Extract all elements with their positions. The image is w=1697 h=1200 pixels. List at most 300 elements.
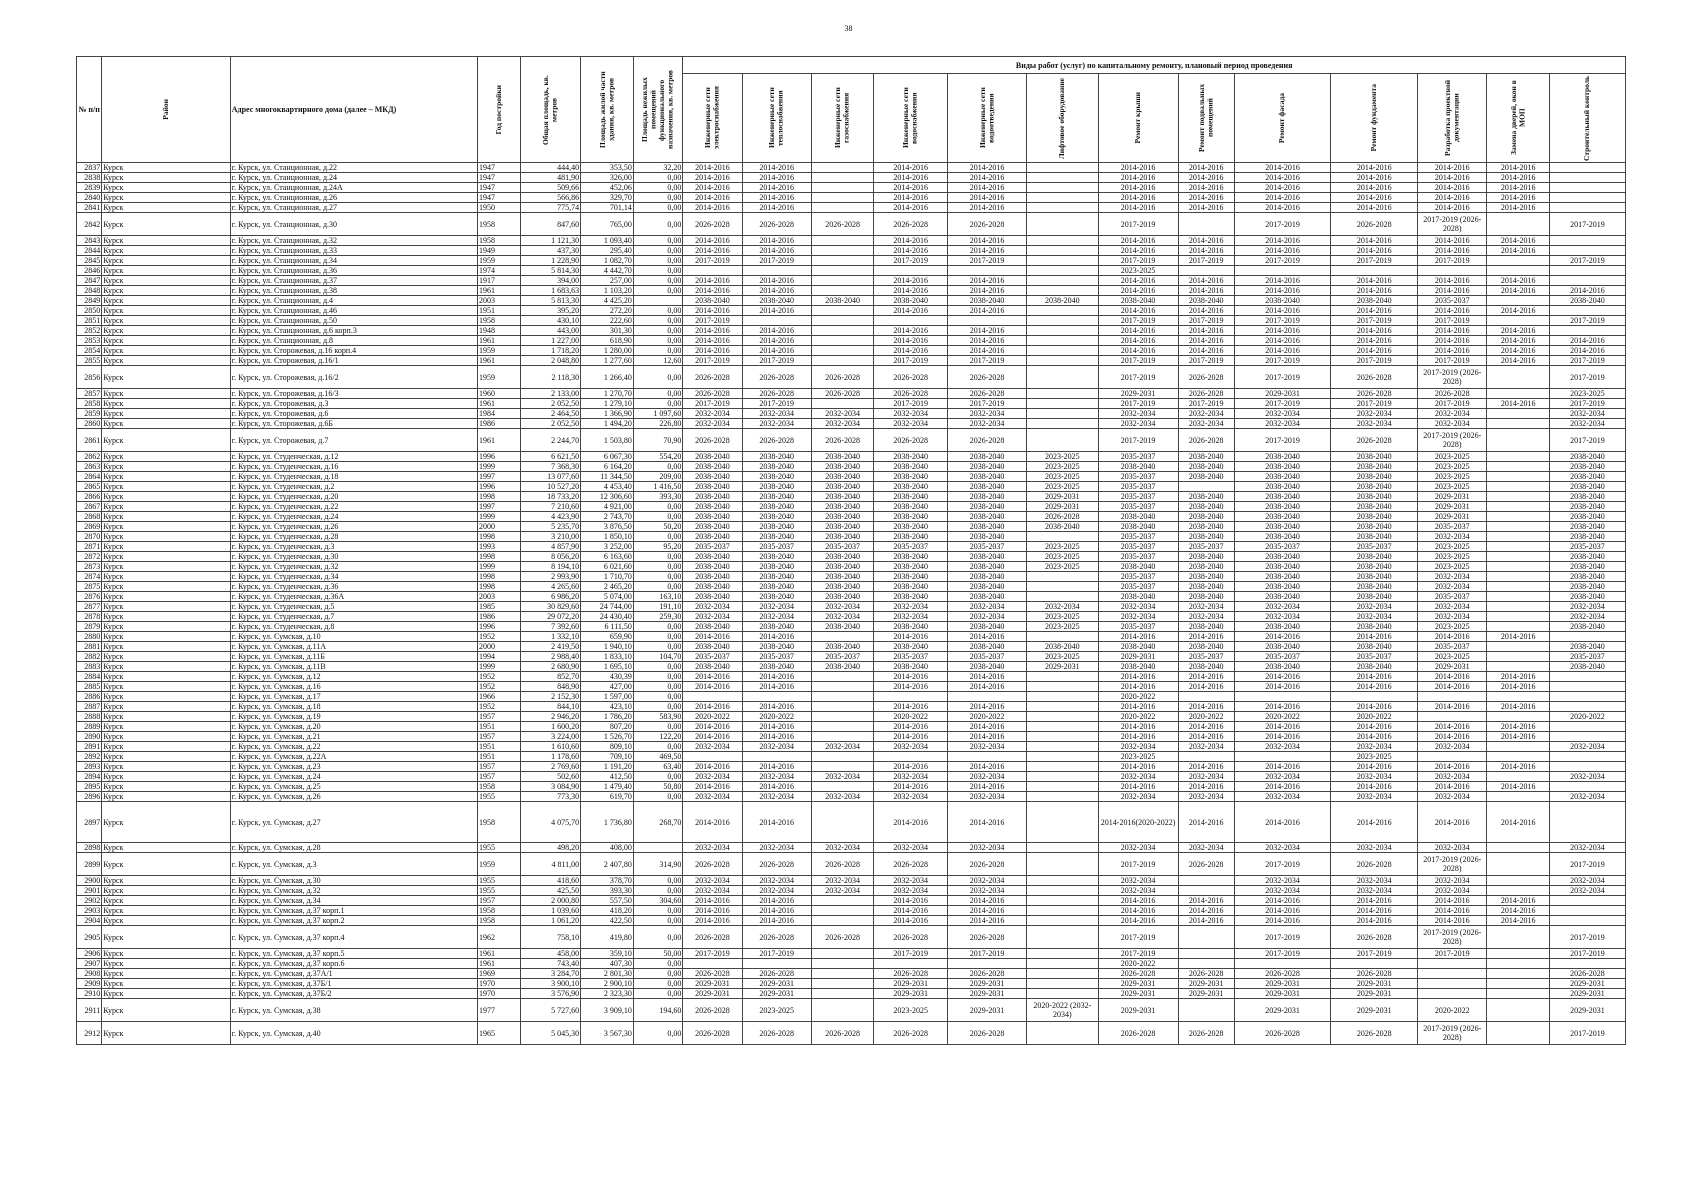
row-work-cell: 2032-2034 xyxy=(1178,792,1234,802)
row-work-cell: 2026-2028 xyxy=(1178,366,1234,389)
row-nonres-area: 0,00 xyxy=(633,632,682,642)
row-work-cell: 2014-2016 xyxy=(1234,762,1331,772)
row-total-area: 6 621,50 xyxy=(520,452,580,462)
row-work-cell xyxy=(1487,316,1550,326)
row-district: Курск xyxy=(102,276,231,286)
row-work-cell: 2020-2022 xyxy=(874,712,948,722)
row-work-cell: 2014-2016 xyxy=(742,326,811,336)
row-nonres-area: 0,00 xyxy=(633,672,682,682)
row-district: Курск xyxy=(102,572,231,582)
row-total-area: 502,60 xyxy=(520,772,580,782)
row-work-cell xyxy=(1487,926,1550,949)
row-total-area: 758,10 xyxy=(520,926,580,949)
row-work-cell: 2014-2016 xyxy=(683,286,742,296)
row-work-cell: 2014-2016 xyxy=(1487,916,1550,926)
row-number: 2852 xyxy=(77,326,102,336)
row-work-cell: 2014-2016 xyxy=(1549,286,1625,296)
row-work-cell xyxy=(1027,742,1098,752)
row-work-cell: 2017-2019 xyxy=(1418,256,1487,266)
table-row xyxy=(77,203,1626,213)
row-work-cell: 2026-2028 xyxy=(948,429,1027,452)
row-work-cell xyxy=(1487,612,1550,622)
row-address: г. Курск, ул. Сумская, д.37 корп.6 xyxy=(230,959,477,969)
row-district: Курск xyxy=(102,652,231,662)
row-work-cell: 2035-2037 xyxy=(1098,532,1178,542)
row-work-cell: 2032-2034 xyxy=(1549,886,1625,896)
row-work-cell xyxy=(948,266,1027,276)
row-work-cell: 2038-2040 xyxy=(1178,592,1234,602)
row-work-cell: 2026-2028 xyxy=(948,1022,1027,1045)
row-total-area: 5 727,60 xyxy=(520,999,580,1022)
row-district: Курск xyxy=(102,722,231,732)
row-living-area: 4 425,20 xyxy=(581,296,634,306)
table-row xyxy=(77,752,1626,762)
row-work-cell xyxy=(811,326,874,336)
row-work-cell: 2032-2034 xyxy=(811,409,874,419)
row-address: г. Курск, ул. Станционная, д.34 xyxy=(230,256,477,266)
header-work-4: Инженерные сети водоотведения xyxy=(948,74,1027,163)
row-work-cell xyxy=(1549,193,1625,203)
row-work-cell: 2038-2040 xyxy=(683,492,742,502)
row-nonres-area: 0,00 xyxy=(633,772,682,782)
row-work-cell: 2017-2019 xyxy=(1549,926,1625,949)
row-year: 1998 xyxy=(477,582,520,592)
row-work-cell: 2017-2019 xyxy=(1331,316,1418,326)
row-address: г. Курск, ул. Сумская, д.38 xyxy=(230,999,477,1022)
row-work-cell: 2014-2016 xyxy=(1178,246,1234,256)
row-address: г. Курск, ул. Студенческая, д.28 xyxy=(230,532,477,542)
row-address: г. Курск, ул. Студенческая, д.18 xyxy=(230,472,477,482)
row-living-area: 4 453,40 xyxy=(581,482,634,492)
row-work-cell: 2014-2016 xyxy=(874,336,948,346)
row-number: 2893 xyxy=(77,762,102,772)
row-work-cell: 2038-2040 xyxy=(742,622,811,632)
row-work-cell: 2032-2034 xyxy=(683,602,742,612)
row-work-cell xyxy=(1027,989,1098,999)
row-work-cell: 2014-2016 xyxy=(1178,762,1234,772)
row-work-cell xyxy=(1178,876,1234,886)
row-work-cell: 2038-2040 xyxy=(1549,472,1625,482)
table-row xyxy=(77,949,1626,959)
row-work-cell: 2029-2031 xyxy=(1418,662,1487,672)
row-nonres-area: 191,10 xyxy=(633,602,682,612)
row-work-cell xyxy=(811,692,874,702)
row-work-cell xyxy=(1027,712,1098,722)
row-work-cell: 2014-2016 xyxy=(1234,906,1331,916)
row-work-cell xyxy=(1027,843,1098,853)
row-work-cell: 2014-2016 xyxy=(874,326,948,336)
table-row xyxy=(77,409,1626,419)
row-work-cell: 2038-2040 xyxy=(683,562,742,572)
row-work-cell: 2014-2016 xyxy=(1418,682,1487,692)
row-work-cell: 2017-2019 xyxy=(1234,399,1331,409)
row-district: Курск xyxy=(102,702,231,712)
row-work-cell: 2038-2040 xyxy=(811,522,874,532)
row-number: 2854 xyxy=(77,346,102,356)
row-work-cell xyxy=(1549,896,1625,906)
header-nonres-area: Площадь нежилых помещений функционального назначения, кв. метров xyxy=(633,57,682,163)
row-number: 2870 xyxy=(77,532,102,542)
row-work-cell xyxy=(683,692,742,702)
row-nonres-area: 209,00 xyxy=(633,472,682,482)
row-total-area: 2 118,30 xyxy=(520,366,580,389)
row-living-area: 353,50 xyxy=(581,163,634,173)
row-address: г. Курск, ул. Студенческая, д.36 xyxy=(230,582,477,592)
row-living-area: 257,00 xyxy=(581,276,634,286)
row-work-cell xyxy=(811,989,874,999)
row-district: Курск xyxy=(102,512,231,522)
row-total-area: 395,20 xyxy=(520,306,580,316)
row-living-area: 427,00 xyxy=(581,682,634,692)
row-district: Курск xyxy=(102,296,231,306)
row-work-cell: 2014-2016 xyxy=(742,782,811,792)
row-number: 2908 xyxy=(77,969,102,979)
row-work-cell: 2014-2016 xyxy=(874,906,948,916)
row-work-cell xyxy=(1027,906,1098,916)
row-year: 1958 xyxy=(477,213,520,236)
row-living-area: 5 074,00 xyxy=(581,592,634,602)
row-work-cell: 2014-2016 xyxy=(1234,722,1331,732)
row-total-area: 847,60 xyxy=(520,213,580,236)
row-work-cell: 2038-2040 xyxy=(1178,552,1234,562)
row-work-cell: 2014-2016 xyxy=(1234,173,1331,183)
row-work-cell: 2017-2019 xyxy=(1098,949,1178,959)
row-living-area: 1 279,10 xyxy=(581,399,634,409)
row-work-cell xyxy=(811,346,874,356)
row-total-area: 481,90 xyxy=(520,173,580,183)
row-address: г. Курск, ул. Сумская, д.3 xyxy=(230,853,477,876)
row-work-cell: 2038-2040 xyxy=(1027,296,1098,306)
row-work-cell xyxy=(1487,419,1550,429)
row-work-cell: 2014-2016 xyxy=(948,732,1027,742)
row-work-cell: 2014-2016 xyxy=(1487,732,1550,742)
row-number: 2857 xyxy=(77,389,102,399)
row-work-cell: 2032-2034 xyxy=(742,876,811,886)
row-work-cell: 2035-2037 xyxy=(811,542,874,552)
row-work-cell xyxy=(1331,692,1418,702)
row-work-cell: 2032-2034 xyxy=(811,792,874,802)
row-work-cell xyxy=(1027,419,1098,429)
row-living-area: 393,30 xyxy=(581,886,634,896)
row-work-cell: 2014-2016 xyxy=(948,336,1027,346)
row-work-cell xyxy=(1027,582,1098,592)
row-number: 2875 xyxy=(77,582,102,592)
row-work-cell: 2017-2019 xyxy=(1234,926,1331,949)
row-work-cell xyxy=(1234,266,1331,276)
row-address: г. Курск, ул. Сумская, д.22А xyxy=(230,752,477,762)
row-district: Курск xyxy=(102,782,231,792)
row-work-cell: 2026-2028 xyxy=(1234,1022,1331,1045)
row-living-area: 1 270,70 xyxy=(581,389,634,399)
row-work-cell: 2014-2016 xyxy=(683,306,742,316)
row-work-cell: 2038-2040 xyxy=(948,532,1027,542)
row-year: 1951 xyxy=(477,722,520,732)
row-work-cell: 2014-2016 xyxy=(1234,702,1331,712)
row-work-cell: 2026-2028 xyxy=(1234,969,1331,979)
row-nonres-area: 0,00 xyxy=(633,266,682,276)
table-row xyxy=(77,286,1626,296)
row-work-cell xyxy=(1487,542,1550,552)
row-work-cell xyxy=(811,399,874,409)
row-work-cell xyxy=(1549,266,1625,276)
row-work-cell: 2014-2016 xyxy=(1331,762,1418,772)
row-living-area: 2 743,70 xyxy=(581,512,634,522)
row-year: 1947 xyxy=(477,183,520,193)
row-work-cell xyxy=(1487,256,1550,266)
row-address: г. Курск, ул. Сумская, д.16 xyxy=(230,682,477,692)
row-work-cell: 2014-2016 xyxy=(1331,896,1418,906)
row-number: 2900 xyxy=(77,876,102,886)
row-number: 2849 xyxy=(77,296,102,306)
row-number: 2879 xyxy=(77,622,102,632)
row-work-cell: 2014-2016 xyxy=(1098,326,1178,336)
row-work-cell: 2038-2040 xyxy=(1178,452,1234,462)
row-nonres-area: 194,60 xyxy=(633,999,682,1022)
row-living-area: 24 744,00 xyxy=(581,602,634,612)
row-district: Курск xyxy=(102,429,231,452)
row-work-cell: 2014-2016 xyxy=(1098,193,1178,203)
row-work-cell xyxy=(1027,792,1098,802)
row-work-cell xyxy=(1178,926,1234,949)
row-work-cell: 2038-2040 xyxy=(948,562,1027,572)
row-work-cell: 2038-2040 xyxy=(874,532,948,542)
row-number: 2858 xyxy=(77,399,102,409)
row-address: г. Курск, ул. Станционная, д.46 xyxy=(230,306,477,316)
row-year: 1957 xyxy=(477,762,520,772)
row-work-cell: 2029-2031 xyxy=(1549,999,1625,1022)
row-work-cell: 2029-2031 xyxy=(1331,979,1418,989)
row-nonres-area: 0,00 xyxy=(633,213,682,236)
row-work-cell: 2029-2031 xyxy=(1234,389,1331,399)
row-work-cell: 2029-2031 xyxy=(874,979,948,989)
row-work-cell: 2038-2040 xyxy=(1331,512,1418,522)
table-row xyxy=(77,802,1626,843)
row-work-cell: 2014-2016 xyxy=(1331,722,1418,732)
row-work-cell: 2032-2034 xyxy=(874,612,948,622)
row-work-cell: 2017-2019 xyxy=(1178,356,1234,366)
row-work-cell: 2014-2016 xyxy=(1098,306,1178,316)
row-district: Курск xyxy=(102,336,231,346)
row-work-cell: 2014-2016 xyxy=(1549,336,1625,346)
row-work-cell xyxy=(811,356,874,366)
row-work-cell: 2032-2034 xyxy=(1418,772,1487,782)
row-nonres-area: 12,60 xyxy=(633,356,682,366)
row-work-cell: 2017-2019 xyxy=(742,256,811,266)
row-year: 1999 xyxy=(477,562,520,572)
row-work-cell xyxy=(1027,949,1098,959)
row-work-cell: 2014-2016 xyxy=(948,246,1027,256)
row-work-cell: 2029-2031 xyxy=(1098,389,1178,399)
row-work-cell: 2023-2025 xyxy=(1418,542,1487,552)
row-work-cell xyxy=(811,916,874,926)
row-work-cell xyxy=(1418,266,1487,276)
row-address: г. Курск, ул. Сторожевая, д.16/3 xyxy=(230,389,477,399)
row-work-cell: 2038-2040 xyxy=(1027,642,1098,652)
row-number: 2839 xyxy=(77,183,102,193)
row-work-cell: 2026-2028 xyxy=(1331,853,1418,876)
row-work-cell: 2038-2040 xyxy=(874,572,948,582)
row-work-cell: 2038-2040 xyxy=(683,532,742,542)
row-work-cell: 2014-2016 xyxy=(1178,682,1234,692)
row-living-area: 3 252,00 xyxy=(581,542,634,552)
row-work-cell: 2032-2034 xyxy=(874,409,948,419)
row-living-area: 4 921,00 xyxy=(581,502,634,512)
row-work-cell: 2017-2019 xyxy=(1098,853,1178,876)
row-work-cell: 2014-2016 xyxy=(742,306,811,316)
row-work-cell xyxy=(1487,1022,1550,1045)
row-work-cell xyxy=(1487,389,1550,399)
row-nonres-area: 122,20 xyxy=(633,732,682,742)
row-work-cell: 2014-2016 xyxy=(1178,782,1234,792)
row-number: 2876 xyxy=(77,592,102,602)
row-work-cell: 2014-2016 xyxy=(874,346,948,356)
row-total-area: 2 680,90 xyxy=(520,662,580,672)
row-district: Курск xyxy=(102,602,231,612)
row-total-area: 3 210,00 xyxy=(520,532,580,542)
row-work-cell xyxy=(1549,732,1625,742)
row-district: Курск xyxy=(102,926,231,949)
row-work-cell: 2038-2040 xyxy=(1331,452,1418,462)
row-work-cell: 2038-2040 xyxy=(1234,622,1331,632)
row-work-cell: 2014-2016 xyxy=(948,782,1027,792)
row-work-cell xyxy=(1487,989,1550,999)
row-nonres-area: 0,00 xyxy=(633,532,682,542)
row-work-cell: 2032-2034 xyxy=(1418,886,1487,896)
row-work-cell xyxy=(1487,592,1550,602)
row-work-cell: 2017-2019 xyxy=(948,356,1027,366)
row-address: г. Курск, ул. Сумская, д.21 xyxy=(230,732,477,742)
row-work-cell: 2014-2016 xyxy=(1234,682,1331,692)
row-district: Курск xyxy=(102,306,231,316)
row-work-cell: 2014-2016 xyxy=(1178,672,1234,682)
row-district: Курск xyxy=(102,959,231,969)
row-work-cell: 2017-2019 xyxy=(1178,316,1234,326)
row-living-area: 4 442,70 xyxy=(581,266,634,276)
row-living-area: 2 407,80 xyxy=(581,853,634,876)
row-nonres-area: 0,00 xyxy=(633,326,682,336)
row-work-cell: 2038-2040 xyxy=(1178,502,1234,512)
row-work-cell: 2023-2025 xyxy=(1027,462,1098,472)
row-year: 1994 xyxy=(477,652,520,662)
row-district: Курск xyxy=(102,582,231,592)
row-work-cell: 2014-2016 xyxy=(948,762,1027,772)
row-work-cell xyxy=(811,173,874,183)
row-work-cell: 2029-2031 xyxy=(1418,502,1487,512)
row-work-cell: 2032-2034 xyxy=(1098,772,1178,782)
row-living-area: 618,90 xyxy=(581,336,634,346)
row-work-cell: 2014-2016 xyxy=(874,782,948,792)
row-nonres-area: 0,00 xyxy=(633,346,682,356)
row-work-cell: 2038-2040 xyxy=(948,642,1027,652)
row-number: 2902 xyxy=(77,896,102,906)
row-work-cell: 2032-2034 xyxy=(811,886,874,896)
row-work-cell xyxy=(1027,692,1098,702)
table-row xyxy=(77,926,1626,949)
row-living-area: 1 597,00 xyxy=(581,692,634,702)
row-work-cell xyxy=(811,702,874,712)
row-work-cell xyxy=(1487,622,1550,632)
row-work-cell xyxy=(1418,959,1487,969)
row-work-cell: 2014-2016 xyxy=(1487,672,1550,682)
row-work-cell: 2032-2034 xyxy=(742,419,811,429)
row-work-cell: 2017-2019 xyxy=(1418,316,1487,326)
row-nonres-area: 0,00 xyxy=(633,969,682,979)
row-work-cell: 2032-2034 xyxy=(1331,886,1418,896)
row-work-cell: 2038-2040 xyxy=(742,532,811,542)
row-work-cell: 2032-2034 xyxy=(1331,419,1418,429)
row-nonres-area: 0,00 xyxy=(633,642,682,652)
row-work-cell: 2014-2016 xyxy=(874,702,948,712)
row-work-cell: 2026-2028 xyxy=(874,213,948,236)
row-work-cell xyxy=(811,256,874,266)
row-work-cell: 2023-2025 xyxy=(1418,622,1487,632)
row-total-area: 566,86 xyxy=(520,193,580,203)
row-work-cell: 2038-2040 xyxy=(683,452,742,462)
row-work-cell: 2017-2019 xyxy=(742,356,811,366)
row-nonres-area: 1 416,50 xyxy=(633,482,682,492)
row-work-cell: 2014-2016 xyxy=(1418,702,1487,712)
table-row xyxy=(77,642,1626,652)
row-number: 2909 xyxy=(77,979,102,989)
row-work-cell xyxy=(948,752,1027,762)
row-total-area: 29 072,20 xyxy=(520,612,580,622)
row-living-area: 765,00 xyxy=(581,213,634,236)
row-district: Курск xyxy=(102,732,231,742)
row-year: 1957 xyxy=(477,896,520,906)
row-work-cell: 2038-2040 xyxy=(742,482,811,492)
row-work-cell: 2014-2016 xyxy=(1418,632,1487,642)
row-total-area: 2 152,30 xyxy=(520,692,580,702)
row-address: г. Курск, ул. Студенческая, д.24 xyxy=(230,512,477,522)
row-year: 1969 xyxy=(477,969,520,979)
row-work-cell: 2038-2040 xyxy=(1549,296,1625,306)
row-nonres-area xyxy=(633,843,682,853)
row-work-cell: 2014-2016 xyxy=(742,762,811,772)
row-district: Курск xyxy=(102,989,231,999)
row-work-cell: 2017-2019 xyxy=(1234,949,1331,959)
row-work-cell: 2014-2016 xyxy=(1234,346,1331,356)
row-work-cell xyxy=(1487,522,1550,532)
row-year: 1959 xyxy=(477,853,520,876)
row-year: 1958 xyxy=(477,906,520,916)
table-row xyxy=(77,316,1626,326)
row-district: Курск xyxy=(102,1022,231,1045)
row-work-cell: 2038-2040 xyxy=(1549,562,1625,572)
row-work-cell xyxy=(811,969,874,979)
row-work-cell xyxy=(1331,266,1418,276)
table-row xyxy=(77,296,1626,306)
row-work-cell xyxy=(742,266,811,276)
row-work-cell: 2038-2040 xyxy=(1331,622,1418,632)
row-work-cell: 2038-2040 xyxy=(1234,582,1331,592)
row-nonres-area: 104,70 xyxy=(633,652,682,662)
row-work-cell: 2032-2034 xyxy=(948,772,1027,782)
row-work-cell xyxy=(948,959,1027,969)
row-work-cell: 2035-2037 xyxy=(1098,542,1178,552)
table-row xyxy=(77,502,1626,512)
row-work-cell xyxy=(811,682,874,692)
row-work-cell: 2014-2016 xyxy=(1234,672,1331,682)
table-row xyxy=(77,173,1626,183)
row-total-area: 3 900,10 xyxy=(520,979,580,989)
row-work-cell: 2038-2040 xyxy=(1331,522,1418,532)
row-nonres-area: 32,20 xyxy=(633,163,682,173)
row-work-cell: 2017-2019 xyxy=(948,949,1027,959)
row-work-cell: 2017-2019 xyxy=(742,399,811,409)
row-work-cell: 2023-2025 xyxy=(1418,472,1487,482)
row-work-cell: 2032-2034 xyxy=(948,419,1027,429)
row-district: Курск xyxy=(102,256,231,266)
